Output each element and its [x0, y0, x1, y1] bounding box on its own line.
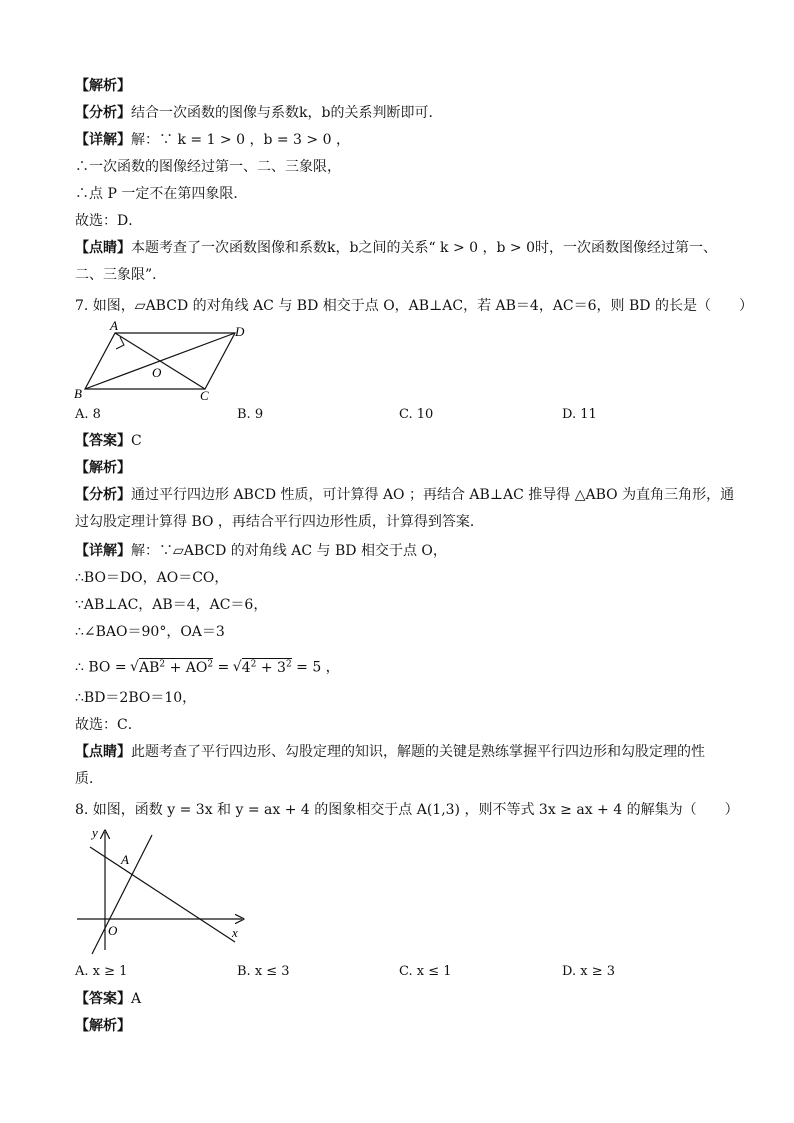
q7-parallelogram-figure: [70, 318, 250, 403]
q6-step1: ∴一次函数的图像经过第一、二、三象限，: [75, 159, 341, 175]
q7-step4-formula: [75, 654, 340, 678]
sqrt-ab: AB: [139, 659, 160, 676]
q6-step2: ∴点 P 一定不在第四象限．: [75, 186, 248, 202]
label-d: D: [235, 324, 245, 339]
q6-fenxi: [75, 103, 442, 123]
q7-choice-a[interactable]: A. 8: [75, 407, 101, 422]
sqrt-icon: √: [130, 658, 139, 675]
q7-fenxi-cont: 过勾股定理计算得 BO ，再结合平行四边形性质，计算得到答案．: [75, 514, 484, 530]
q8-choice-b[interactable]: B. x ≤ 3: [237, 964, 290, 979]
exp-2: 2: [207, 659, 214, 669]
q7-answer-tag: 【答案】: [75, 433, 131, 449]
q7-dianjing-text: 此题考查了平行四边形、勾股定理的知识，解题的关键是熟练掌握平行四边形和勾股定理的性: [131, 744, 705, 760]
q6-fenxi-tag: 【分析】: [75, 105, 131, 121]
q6-dianjing-cont: 二、三象限”．: [75, 267, 167, 283]
label-a: A: [110, 318, 118, 333]
q7-choices: [75, 407, 715, 427]
label-y: y: [92, 825, 98, 840]
q7-step1: ∴BO＝DO，AO＝CO，: [75, 570, 229, 586]
q6-answer: 故选：D．: [75, 213, 143, 229]
q7-xiangjie-tag: 【详解】: [75, 543, 131, 559]
q8-answer-tag: 【答案】: [75, 991, 131, 1007]
label-c: C: [200, 388, 209, 403]
sqrt-3: + 3: [256, 659, 286, 676]
sqrt-ab-ao: [130, 658, 214, 676]
q6-dianjing-text: 本题考查了一次函数图像和系数k，b之间的关系“ k > 0 ，b > 0时，一次函数图像经过第一、: [131, 240, 718, 256]
formula-eq: =: [213, 659, 234, 676]
q8-jiexi-heading: 【解析】: [75, 1018, 131, 1034]
q7-xiangjie: [75, 541, 447, 561]
sqrt-4: 4: [241, 659, 251, 676]
diagonal-bd: [85, 333, 235, 389]
label-x: x: [232, 925, 238, 940]
sqrt-icon: √: [232, 658, 242, 675]
q6-xiangjie: [75, 130, 350, 150]
q8-answer: [75, 989, 141, 1009]
q7-dianjing-tag: 【点睛】: [75, 744, 131, 760]
formula-end: = 5 ，: [291, 659, 340, 676]
q7-fenxi-tag: 【分析】: [75, 487, 131, 503]
q6-fenxi-text: 结合一次函数的图像与系数k，b的关系判断即可．: [131, 105, 443, 121]
q7-xiangjie-text: 解：∵▱ABCD 的对角线 AC 与 BD 相交于点 O，: [131, 543, 447, 559]
q7-answer: [75, 431, 142, 451]
exp-4: 2: [285, 659, 292, 669]
q8-answer-value: A: [131, 991, 142, 1007]
q8-choice-d[interactable]: D. x ≥ 3: [562, 964, 615, 979]
formula-lead: ∴ BO =: [75, 659, 132, 676]
q6-dianjing: [75, 238, 717, 258]
q7-dianjing: [75, 742, 705, 762]
q8-choice-c[interactable]: C. x ≤ 1: [399, 964, 452, 979]
q7-choice-d[interactable]: D. 11: [562, 407, 597, 422]
q7-step2: ∵AB⊥AC，AB＝4，AC＝6，: [75, 597, 268, 613]
q7-answer-line: 故选：C．: [75, 717, 142, 733]
q6-xiangjie-tag: 【详解】: [75, 132, 131, 148]
q6-dianjing-tag: 【点睛】: [75, 240, 131, 256]
q7-choice-c[interactable]: C. 10: [399, 407, 434, 422]
q7-step5: ∴BD＝2BO＝10，: [75, 690, 197, 706]
q6-xiangjie-text: 解：∵ k = 1 > 0 ，b = 3 > 0 ，: [131, 132, 350, 148]
q7-jiexi-heading: 【解析】: [75, 460, 131, 476]
q6-jiexi-heading: 【解析】: [75, 78, 131, 94]
q7-answer-value: C: [131, 433, 142, 449]
q8-choice-a[interactable]: A. x ≥ 1: [75, 964, 128, 979]
q8-graph-figure: [72, 822, 252, 957]
q8-question: 8. 如图，函数 y = 3x 和 y = ax + 4 的图象相交于点 A(1,3) ，则不等式 3x ≥ ax + 4 的解集为（ ）: [75, 802, 739, 818]
sqrt-4-3: [232, 658, 292, 676]
label-o: O: [108, 923, 118, 938]
label-o: O: [152, 365, 162, 380]
q7-dianjing-cont: 质．: [75, 771, 103, 787]
q7-question: 7. 如图，▱ABCD 的对角线 AC 与 BD 相交于点 O，AB⊥AC，若 AB＝4，AC＝6，则 BD 的长是（ ）: [75, 298, 753, 314]
q8-choices: [75, 964, 715, 984]
q7-fenxi: [75, 485, 734, 505]
label-b: B: [74, 386, 82, 401]
right-angle-mark: [116, 337, 124, 349]
q7-choice-b[interactable]: B. 9: [237, 407, 264, 422]
q7-step3: ∴∠BAO＝90°，OA＝3: [75, 624, 225, 640]
q7-fenxi-text: 通过平行四边形 ABCD 性质，可计算得 AO ；再结合 AB⊥AC 推导得 △ABO 为直角三角形，通: [131, 487, 735, 503]
sqrt-ao: + AO: [165, 659, 208, 676]
exp-3: 2: [250, 659, 257, 669]
exp-1: 2: [159, 659, 166, 669]
label-a: A: [121, 852, 129, 867]
